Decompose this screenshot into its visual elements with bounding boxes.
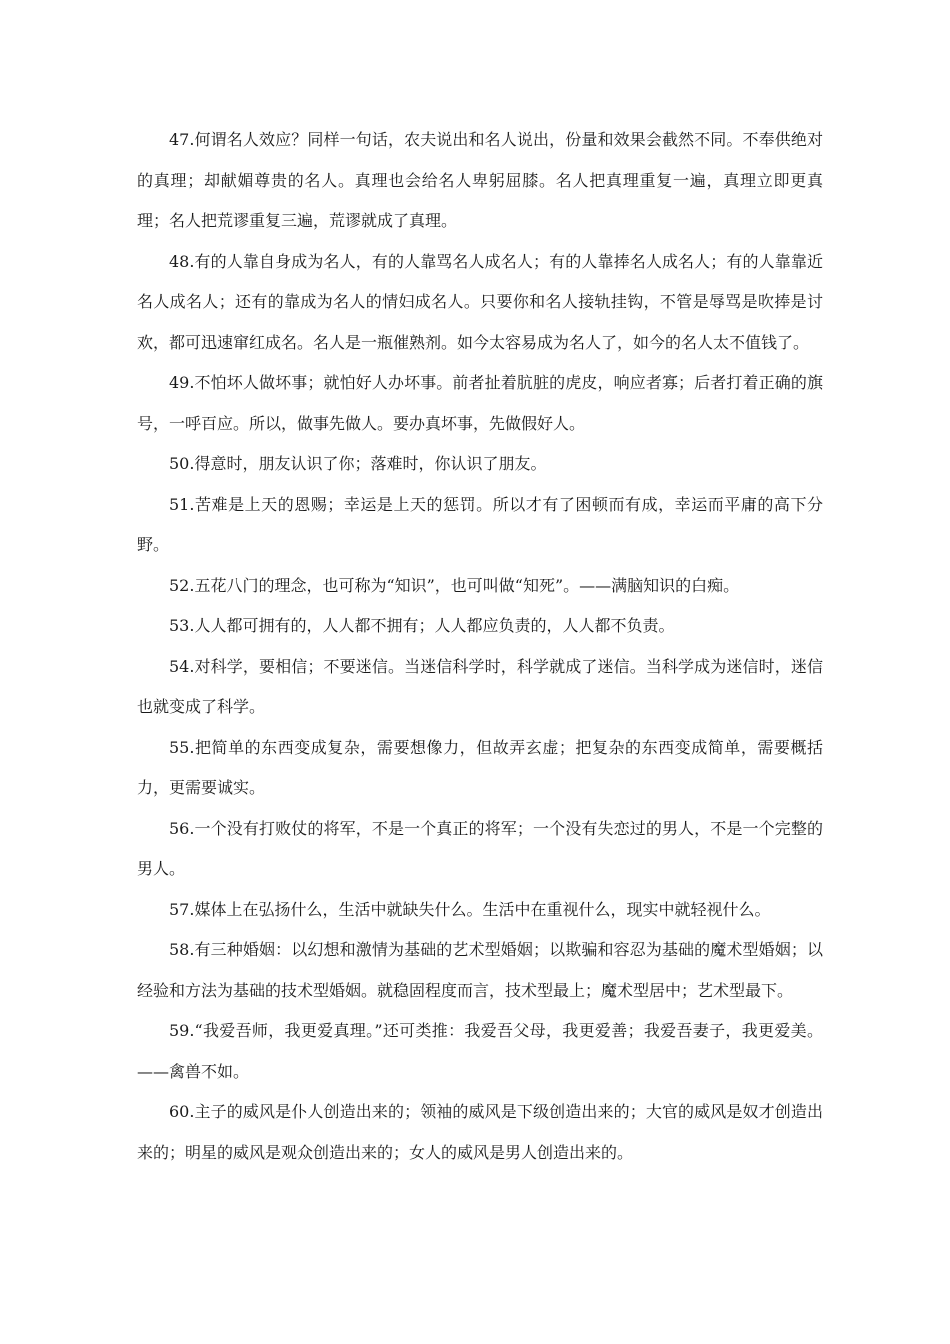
paragraph-60: 60.主子的威风是仆人创造出来的；领袖的威风是下级创造出来的；大官的威风是奴才创造出来的；明星的威风是观众创造出来的；女人的威风是男人创造出来的。: [137, 1102, 823, 1162]
paragraph-55: 55.把简单的东西变成复杂，需要想像力，但故弄玄虚；把复杂的东西变成简单，需要概括力，更需要诚实。: [137, 737, 823, 797]
paragraph-53: 53.人人都可拥有的，人人都不拥有；人人都应负责的，人人都不负责。: [169, 616, 675, 635]
document-body: [137, 120, 823, 1173]
paragraph-49: 49.不怕坏人做坏事；就怕好人办坏事。前者扯着肮脏的虎皮，响应者寡；后者打着正确的旗号，一呼百应。所以，做事先做人。要办真坏事，先做假好人。: [137, 373, 823, 433]
paragraph-48: 48.有的人靠自身成为名人，有的人靠骂名人成名人；有的人靠捧名人成名人；有的人靠靠近名人成名人；还有的靠成为名人的情妇成名人。只要你和名人接轨挂钩，不管是辱骂是吹捧是讨欢，都可迅速窜红成名。名人是一瓶催熟剂。如今太容易成为名人了，如今的名人太不值钱了。: [137, 251, 823, 352]
paragraph-47: 47.何谓名人效应？同样一句话，农夫说出和名人说出，份量和效果会截然不同。不奉供绝对的真理；却献媚尊贵的名人。真理也会给名人卑躬屈膝。名人把真理重复一遍，真理立即更真理；名人把荒谬重复三遍，荒谬就成了真理。: [137, 130, 823, 230]
paragraph-58: 58.有三种婚姻：以幻想和激情为基础的艺术型婚姻；以欺骗和容忍为基础的魔术型婚姻；以经验和方法为基础的技术型婚姻。就稳固程度而言，技术型最上；魔术型居中；艺术型最下。: [137, 940, 823, 1000]
paragraph-59: 59.“我爱吾师，我更爱真理。”还可类推：我爱吾父母，我更爱善；我爱吾妻子，我更爱美。——禽兽不如。: [137, 1021, 823, 1081]
paragraph-50: 50.得意时，朋友认识了你；落难时，你认识了朋友。: [169, 454, 547, 473]
paragraph-54: 54.对科学，要相信；不要迷信。当迷信科学时，科学就成了迷信。当科学成为迷信时，迷信也就变成了科学。: [137, 656, 823, 716]
paragraph-52: 52.五花八门的理念，也可称为“知识”，也可叫做“知死”。——满脑知识的白痴。: [169, 575, 740, 595]
paragraph-56: 56.一个没有打败仗的将军，不是一个真正的将军；一个没有失恋过的男人，不是一个完整的男人。: [137, 818, 823, 878]
paragraph-51: 51.苦难是上天的恩赐；幸运是上天的惩罚。所以才有了困顿而有成，幸运而平庸的高下分野。: [137, 494, 823, 554]
paragraph-57: 57.媒体上在弘扬什么，生活中就缺失什么。生活中在重视什么，现实中就轻视什么。: [169, 899, 771, 919]
